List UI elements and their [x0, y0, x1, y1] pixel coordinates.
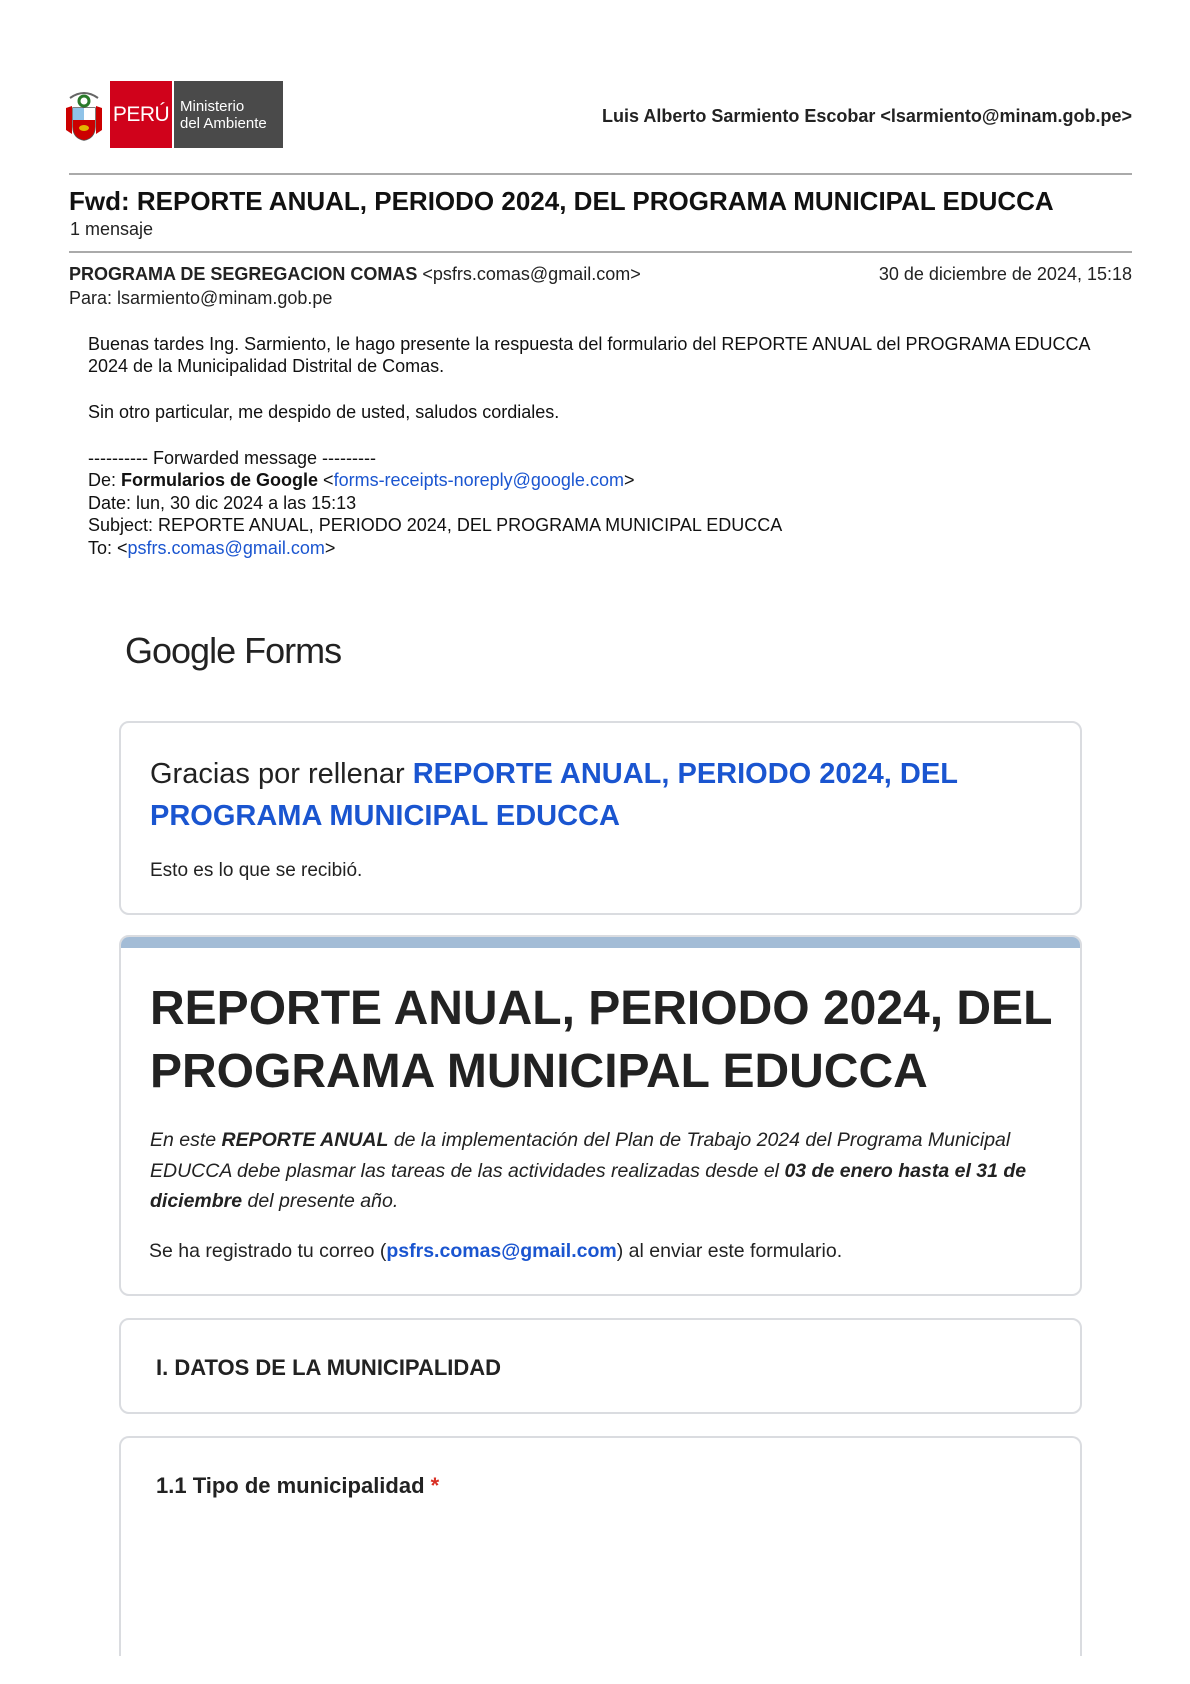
- sender: [69, 264, 641, 285]
- sender-email: <psfrs.comas@gmail.com>: [422, 264, 641, 284]
- thanks-prefix: Gracias por rellenar: [150, 758, 413, 790]
- fwd-to: To: <psfrs.comas@gmail.com>: [88, 538, 336, 558]
- body-paragraph-2: Sin otro particular, me despido de usted, saludos cordiales.: [88, 402, 560, 422]
- form-description: [150, 1125, 1070, 1217]
- fwd-from-name: Formularios de Google: [121, 470, 319, 490]
- registered-email-link[interactable]: psfrs.comas@gmail.com: [386, 1240, 617, 1262]
- form-link[interactable]: REPORTE ANUAL, PERIODO 2024, DEL PROGRAMA MUNICIPAL EDUCCA: [150, 758, 958, 832]
- divider: [69, 173, 1132, 175]
- received-text: Esto es lo que se recibió.: [150, 860, 363, 881]
- desc-bold: 03 de enero hasta el 31 de diciembre: [150, 1159, 1027, 1212]
- reg-suffix: ) al enviar este formulario.: [616, 1240, 843, 1262]
- desc-part: En este: [150, 1129, 222, 1151]
- google-forms-logo: Google Forms: [125, 630, 342, 671]
- question-card: [119, 1436, 1082, 1656]
- form-title: REPORTE ANUAL, PERIODO 2024, DEL PROGRAMA MUNICIPAL EDUCCA: [150, 982, 1052, 1098]
- fwd-to-label: To:: [88, 538, 118, 558]
- fwd-subject: Subject: REPORTE ANUAL, PERIODO 2024, DEL PROGRAMA MUNICIPAL EDUCCA: [88, 515, 783, 535]
- email-subject: Fwd: REPORTE ANUAL, PERIODO 2024, DEL PROGRAMA MUNICIPAL EDUCCA: [69, 186, 1054, 216]
- fwd-from-email-link[interactable]: forms-receipts-noreply@google.com: [333, 470, 624, 490]
- recipient: Para: lsarmiento@minam.gob.pe: [69, 288, 333, 308]
- fwd-from: De: Formularios de Google <forms-receipts-noreply@google.com>: [88, 470, 635, 490]
- form-header-card: [119, 935, 1082, 1296]
- required-asterisk: *: [430, 1473, 440, 1498]
- sender-name: PROGRAMA DE SEGREGACION COMAS: [69, 264, 418, 284]
- forwarded-header: ---------- Forwarded message ---------: [88, 448, 376, 468]
- fwd-from-label: De:: [88, 470, 122, 490]
- message-count: 1 mensaje: [70, 219, 154, 239]
- account-user: Luis Alberto Sarmiento Escobar <lsarmiento@minam.gob.pe>: [601, 106, 1132, 126]
- question-title: [156, 1473, 439, 1499]
- desc-part: de la implementación del Plan de Trabajo 2024 del Programa Municipal EDUCCA debe plasmar las tareas de las actividades realizadas desde el: [150, 1129, 1011, 1182]
- minam-logo: [60, 81, 283, 148]
- section-card: [119, 1318, 1082, 1414]
- thanks-card: [119, 721, 1082, 915]
- desc-part: del presente año.: [242, 1190, 399, 1212]
- question-label: 1.1 Tipo de municipalidad: [156, 1473, 425, 1498]
- reg-prefix: Se ha registrado tu correo (: [149, 1240, 387, 1262]
- logo-ministry-line2: del Ambiente: [180, 114, 267, 132]
- peru-coat-of-arms-icon: [60, 81, 108, 148]
- section-title: I. DATOS DE LA MUNICIPALIDAD: [156, 1355, 502, 1380]
- logo-ministry-line1: Ministerio: [180, 97, 245, 115]
- body-paragraph-1: Buenas tardes Ing. Sarmiento, le hago presente la respuesta del formulario del REPORTE ANUAL del PROGRAMA EDUCCA 2024 de la Municipalidad Distrital de Comas.: [88, 334, 1090, 376]
- thanks-text: [150, 753, 1050, 837]
- fwd-to-email-link[interactable]: psfrs.comas@gmail.com: [127, 538, 325, 558]
- fwd-date: Date: lun, 30 dic 2024 a las 15:13: [88, 493, 357, 513]
- logo-ministry: [172, 81, 283, 148]
- email-date: 30 de diciembre de 2024, 15:18: [878, 264, 1132, 284]
- registered-email-note: [149, 1240, 842, 1263]
- divider: [69, 251, 1132, 253]
- logo-peru: PERÚ: [110, 81, 172, 148]
- desc-bold: REPORTE ANUAL: [221, 1129, 389, 1151]
- theme-bar: [121, 937, 1080, 948]
